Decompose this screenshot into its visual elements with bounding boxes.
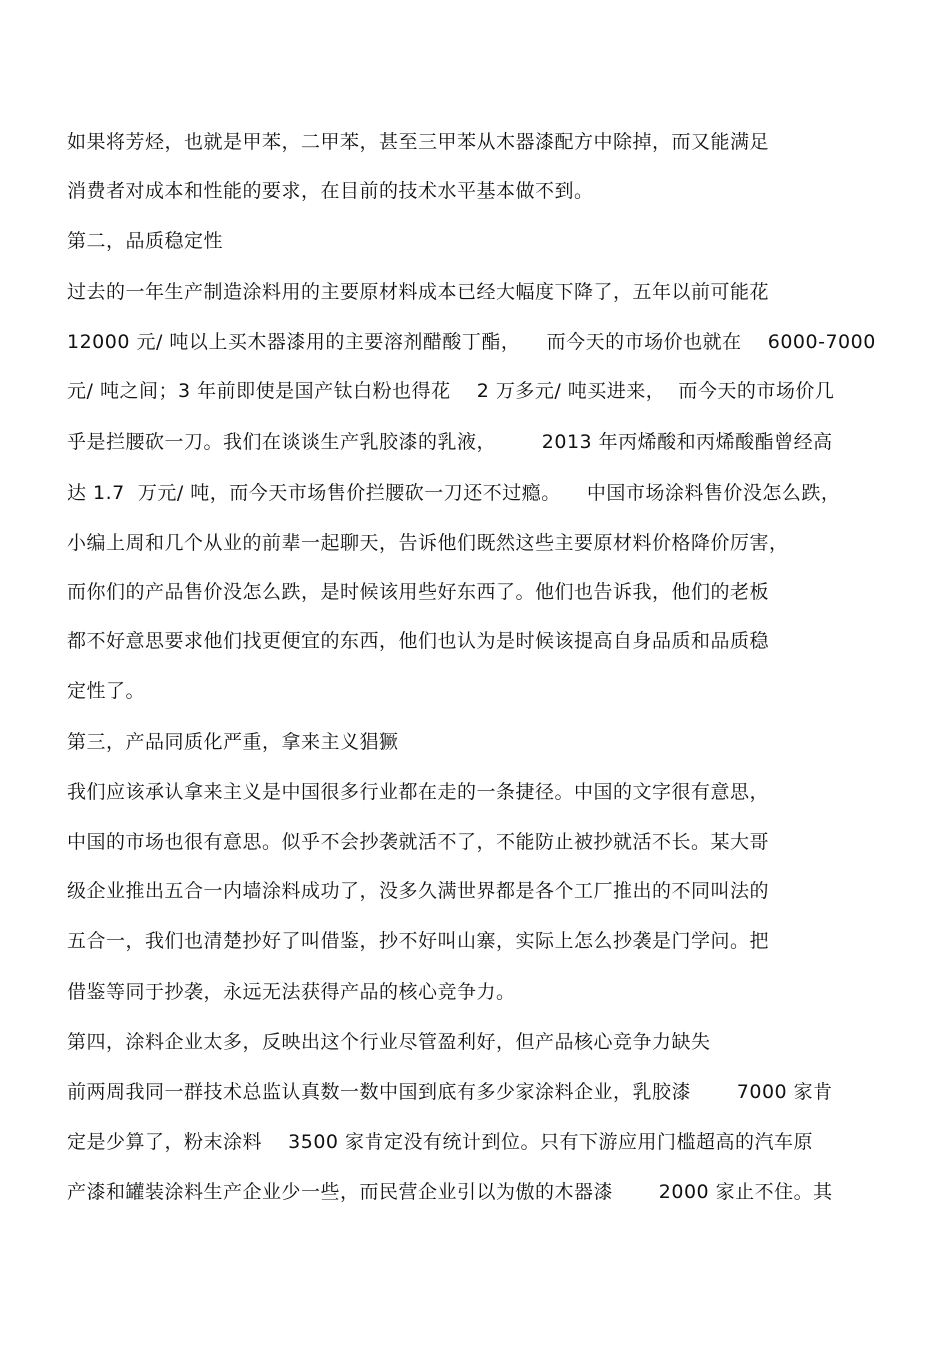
text-line: 乎是拦腰砍一刀。我们在谈谈生产乳胶漆的乳液， 2013 年丙烯酸和丙烯酸酯曾经高	[67, 431, 833, 453]
text-line: 定性了。	[67, 680, 146, 702]
text-line: 五合一，我们也清楚抄好了叫借鉴，抄不好叫山寨，实际上怎么抄袭是门学问。把	[67, 930, 770, 952]
text-line: 12000 元/ 吨以上买木器漆用的主要溶剂醋酸丁酯， 而今天的市场价也就在 6000-7000	[67, 331, 876, 353]
text-line: 前两周我同一群技术总监认真数一数中国到底有多少家涂料企业，乳胶漆 7000 家肯	[67, 1081, 833, 1103]
text-line: 级企业推出五合一内墙涂料成功了，没多久满世界都是各个工厂推出的不同叫法的	[67, 880, 770, 902]
text-line: 产漆和罐装涂料生产企业少一些，而民营企业引以为傲的木器漆 2000 家止不住。其	[67, 1181, 833, 1203]
text-line: 而你们的产品售价没怎么跌，是时候该用些好东西了。他们也告诉我，他们的老板	[67, 581, 770, 603]
text-line: 我们应该承认拿来主义是中国很多行业都在走的一条捷径。中国的文字很有意思，	[67, 781, 770, 803]
text-line: 都不好意思要求他们找更便宜的东西，他们也认为是时候该提高自身品质和品质稳	[67, 630, 770, 652]
text-line: 消费者对成本和性能的要求，在目前的技术水平基本做不到。	[67, 180, 594, 202]
text-line: 中国的市场也很有意思。似乎不会抄袭就活不了，不能防止被抄就活不长。某大哥	[67, 831, 770, 853]
text-line: 元/ 吨之间；3 年前即使是国产钛白粉也得花 2 万多元/ 吨买进来， 而今天的市场价几	[67, 380, 835, 402]
section-heading: 第四，涂料企业太多，反映出这个行业尽管盈利好，但产品核心竞争力缺失	[67, 1031, 711, 1053]
text-line: 如果将芳烃，也就是甲苯，二甲苯，甚至三甲苯从木器漆配方中除掉，而又能满足	[67, 131, 770, 153]
text-line: 小编上周和几个从业的前辈一起聊天，告诉他们既然这些主要原材料价格降价厉害，	[67, 532, 789, 554]
text-line: 过去的一年生产制造涂料用的主要原材料成本已经大幅度下降了，五年以前可能花	[67, 281, 770, 303]
section-heading: 第三，产品同质化严重，拿来主义猖獗	[67, 731, 399, 753]
section-heading: 第二，品质稳定性	[67, 230, 224, 252]
text-line: 定是少算了，粉末涂料 3500 家肯定没有统计到位。只有下游应用门槛超高的汽车原	[67, 1131, 814, 1153]
text-line: 达 1.7 万元/ 吨，而今天市场售价拦腰砍一刀还不过瘾。 中国市场涂料售价没怎么跌，	[67, 482, 841, 504]
text-line: 借鉴等同于抄袭，永远无法获得产品的核心竞争力。	[67, 981, 516, 1003]
